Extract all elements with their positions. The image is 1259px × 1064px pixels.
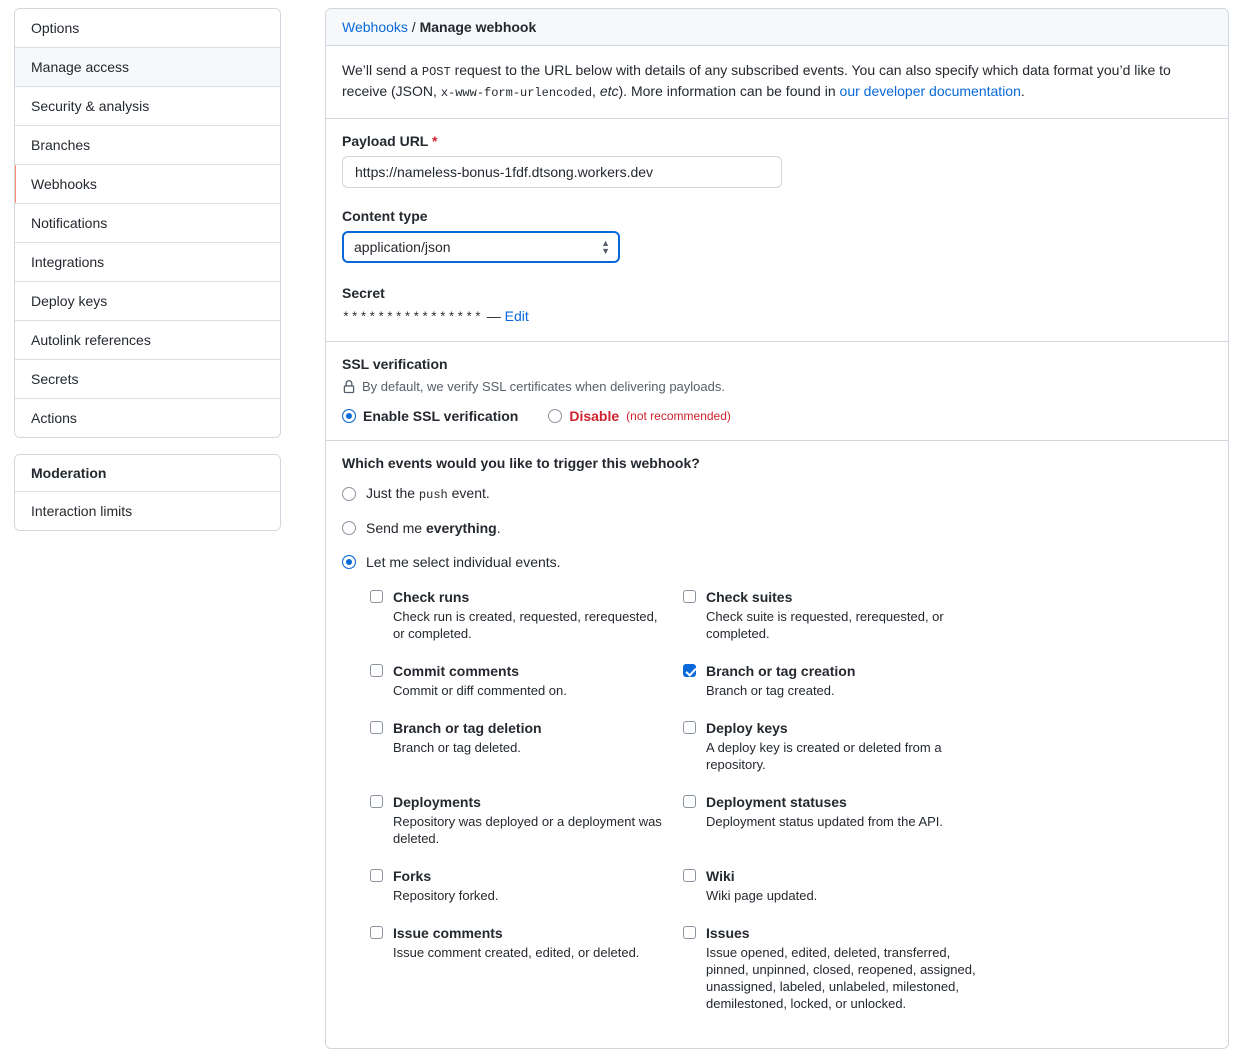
sidebar-item-notifications[interactable]: Notifications (15, 204, 280, 243)
sidebar-moderation-heading: Moderation (15, 455, 280, 492)
ssl-disable-radio[interactable] (548, 409, 562, 423)
just-push-prefix: Just the (366, 485, 419, 501)
payload-url-label (342, 133, 1212, 149)
developer-documentation-link[interactable]: our developer documentation (839, 83, 1021, 99)
sidebar-item-integrations[interactable]: Integrations (15, 243, 280, 282)
breadcrumb (326, 9, 1228, 46)
intro-section (326, 46, 1228, 119)
sidebar-item-options[interactable]: Options (15, 9, 280, 48)
ssl-note-row (342, 379, 1212, 394)
sidebar-item-manage-access[interactable]: Manage access (15, 48, 280, 87)
events-section (326, 441, 1228, 1048)
event-checkbox[interactable] (683, 664, 696, 677)
everything-radio[interactable] (342, 521, 356, 535)
event-description: Commit or diff commented on. (393, 683, 567, 698)
everything-label (366, 520, 501, 536)
sidebar-item-autolink-references[interactable]: Autolink references (15, 321, 280, 360)
intro-text (342, 60, 1212, 102)
event-item[interactable] (370, 924, 683, 1032)
event-checkbox[interactable] (370, 795, 383, 808)
event-choice-individual[interactable] (342, 554, 1212, 570)
ssl-enable-radio[interactable] (342, 409, 356, 423)
event-description: Issue comment created, edited, or deleted. (393, 945, 640, 960)
content-type-select-wrap (342, 231, 620, 263)
event-checkbox[interactable] (370, 926, 383, 939)
event-name: Deployment statuses (706, 794, 847, 810)
event-name: Issue comments (393, 925, 503, 941)
ssl-disable-label: Disable (569, 408, 620, 424)
intro-part4: ). More information can be found in (618, 83, 840, 99)
intro-code-urlencoded: x-www-form-urlencoded (440, 86, 593, 100)
event-item[interactable] (683, 924, 1212, 1032)
event-item[interactable] (683, 719, 1212, 793)
event-checkbox[interactable] (683, 590, 696, 603)
event-description: Repository was deployed or a deployment was deleted. (393, 814, 662, 846)
secret-edit-link[interactable]: Edit (504, 308, 529, 324)
event-item[interactable] (370, 662, 683, 719)
event-checkbox[interactable] (683, 795, 696, 808)
individual-radio[interactable] (342, 555, 356, 569)
sidebar-item-secrets[interactable]: Secrets (15, 360, 280, 399)
event-item[interactable] (370, 588, 683, 662)
content-type-select[interactable] (342, 231, 620, 263)
webhook-main (295, 0, 1259, 1064)
breadcrumb-webhooks-link[interactable]: Webhooks (342, 19, 408, 35)
ssl-label: SSL verification (342, 356, 448, 372)
event-description: Wiki page updated. (706, 888, 818, 903)
breadcrumb-separator: / (411, 19, 416, 35)
event-item[interactable] (370, 793, 683, 867)
ssl-radio-group (342, 408, 1212, 424)
intro-italic-etc: etc (599, 83, 619, 99)
individual-label: Let me select individual events. (366, 554, 561, 570)
sidebar-item-actions[interactable]: Actions (15, 399, 280, 437)
content-type-label: Content type (342, 208, 428, 224)
payload-url-required-mark: * (432, 133, 438, 149)
lock-icon (342, 380, 356, 394)
event-name: Branch or tag deletion (393, 720, 542, 736)
secret-label: Secret (342, 285, 385, 301)
breadcrumb-current: Manage webhook (419, 19, 537, 35)
everything-suffix: . (496, 520, 501, 536)
just-push-label (366, 485, 490, 502)
settings-sidebar (0, 0, 295, 1064)
ssl-enable-option[interactable] (342, 408, 518, 424)
ssl-note-text: By default, we verify SSL certificates when delivering payloads. (362, 379, 725, 394)
event-checkbox[interactable] (370, 869, 383, 882)
ssl-disable-suffix: (not recommended) (626, 409, 731, 423)
event-name: Commit comments (393, 663, 520, 679)
event-item[interactable] (370, 719, 683, 793)
event-item[interactable] (683, 662, 1212, 719)
event-choice-everything[interactable] (342, 520, 1212, 536)
event-item[interactable] (683, 793, 1212, 867)
sidebar-item-webhooks[interactable]: Webhooks (15, 165, 280, 204)
intro-part1: We’ll send a (342, 62, 422, 78)
event-checkbox[interactable] (370, 664, 383, 677)
webhook-config-section (326, 119, 1228, 342)
intro-code-post: POST (421, 65, 451, 79)
everything-prefix: Send me (366, 520, 426, 536)
intro-part2: request to the URL below with details of any subscribed events. You can also specify which data format you’d like to receive (JSON, (342, 62, 1171, 99)
payload-url-label-text: Payload URL (342, 133, 429, 149)
sidebar-item-branches[interactable]: Branches (15, 126, 280, 165)
intro-part5: . (1020, 83, 1025, 99)
event-description: Deployment status updated from the API. (706, 814, 944, 829)
event-checkbox[interactable] (683, 869, 696, 882)
secret-value-row (342, 308, 1212, 325)
event-name: Branch or tag creation (706, 663, 856, 679)
event-choice-just-push[interactable] (342, 485, 1212, 502)
event-name: Deploy keys (706, 720, 788, 736)
event-name: Wiki (706, 868, 735, 884)
sidebar-item-interaction-limits[interactable]: Interaction limits (15, 492, 280, 530)
event-item[interactable] (683, 867, 1212, 924)
intro-part3: , (592, 83, 600, 99)
event-description: Check run is created, requested, rerequested, or completed. (393, 609, 658, 641)
event-name: Issues (706, 925, 750, 941)
event-description: Check suite is requested, rerequested, or completed. (706, 609, 944, 641)
event-checkbox[interactable] (683, 926, 696, 939)
event-checkbox[interactable] (370, 590, 383, 603)
event-item[interactable] (370, 867, 683, 924)
ssl-disable-option[interactable] (548, 408, 731, 424)
ssl-verification-section (326, 342, 1228, 441)
event-description: Repository forked. (393, 888, 499, 903)
just-push-suffix: event. (447, 485, 490, 501)
sidebar-primary-nav (14, 8, 281, 438)
event-checkbox[interactable] (370, 721, 383, 734)
sidebar-moderation-nav (14, 454, 281, 531)
payload-url-input[interactable] (342, 156, 782, 188)
manage-webhook-panel (325, 8, 1229, 1049)
secret-masked-value: **************** (342, 310, 483, 325)
event-name: Check runs (393, 589, 470, 605)
event-name: Check suites (706, 589, 793, 605)
just-push-code: push (418, 488, 448, 502)
sidebar-item-deploy-keys[interactable]: Deploy keys (15, 282, 280, 321)
chevron-updown-icon: ▲ ▼ (601, 238, 610, 256)
event-checkbox[interactable] (683, 721, 696, 734)
secret-dash: — (486, 308, 501, 324)
event-description: A deploy key is created or deleted from a repository. (706, 740, 942, 772)
event-description: Branch or tag deleted. (393, 740, 521, 755)
just-push-radio[interactable] (342, 487, 356, 501)
sidebar-item-security-analysis[interactable]: Security & analysis (15, 87, 280, 126)
event-name: Deployments (393, 794, 481, 810)
event-description: Branch or tag created. (706, 683, 835, 698)
events-title: Which events would you like to trigger this webhook? (342, 455, 700, 471)
ssl-enable-label: Enable SSL verification (363, 408, 519, 424)
everything-bold: everything (425, 520, 497, 536)
event-item[interactable] (683, 588, 1212, 662)
individual-events-grid (370, 588, 1212, 1032)
event-name: Forks (393, 868, 432, 884)
event-description: Issue opened, edited, deleted, transferred, pinned, unpinned, closed, reopened, assigned, unassigned, labeled, unlabeled, milestoned, demilestoned, locked, or unlocked. (706, 945, 976, 1011)
